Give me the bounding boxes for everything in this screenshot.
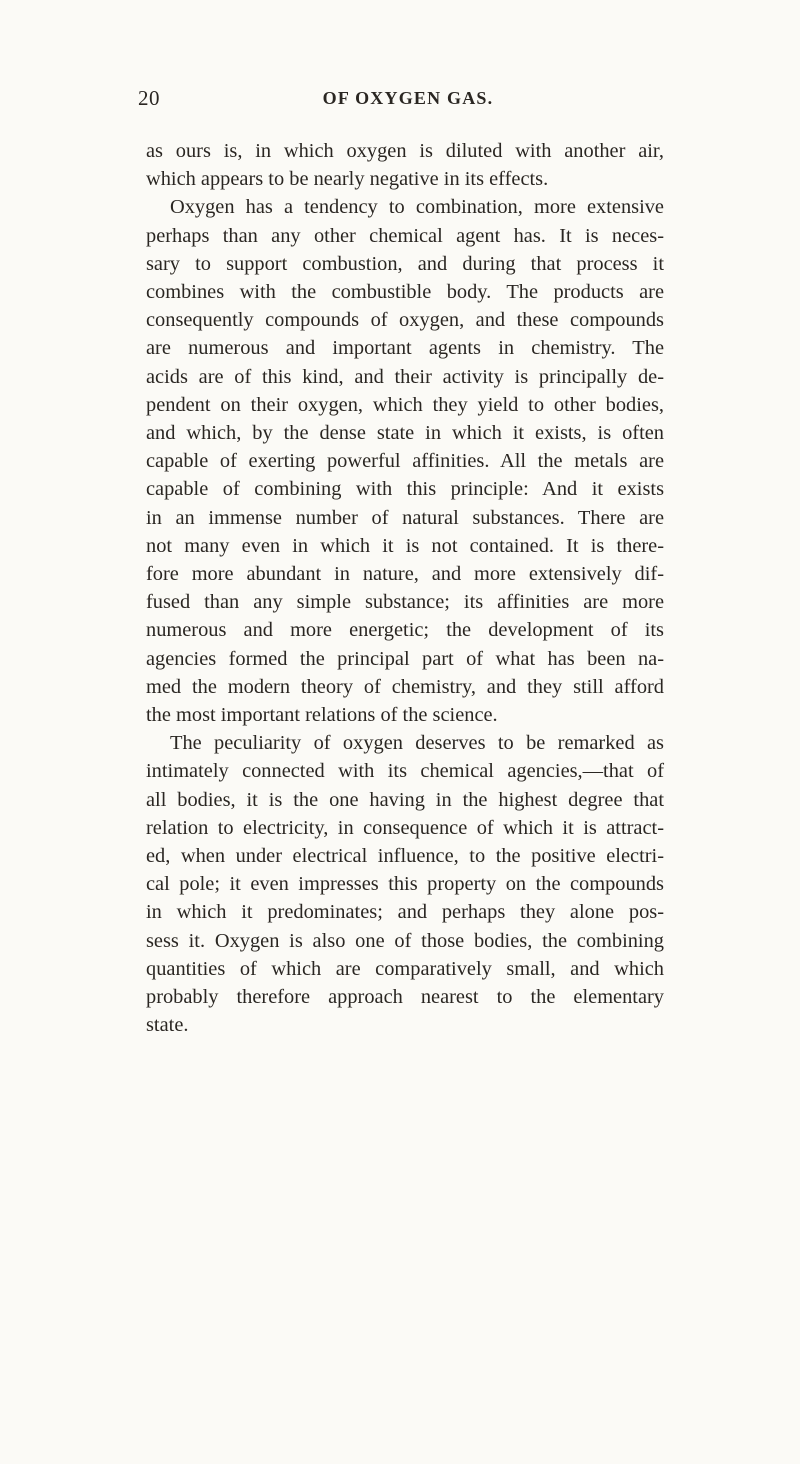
text-line: in which it predominates; and perhaps they alone pos-	[146, 901, 664, 924]
text-line: fore more abundant in nature, and more extensively dif-	[146, 563, 664, 586]
text-line: acids are of this kind, and their activity is principally de-	[146, 365, 664, 388]
text-line: perhaps than any other chemical agent has. It is neces-	[146, 224, 664, 247]
text-line: as ours is, in which oxygen is diluted with another air,	[146, 140, 664, 162]
text-line: Oxygen has a tendency to combination, more extensive	[170, 196, 664, 219]
text-line: pendent on their oxygen, which they yield to other bodies,	[146, 393, 664, 416]
text-line: all bodies, it is the one having in the highest degree that	[146, 788, 664, 811]
text-line: agencies formed the principal part of what has been na-	[146, 647, 664, 670]
text-line: sary to support combustion, and during that process it	[146, 252, 664, 275]
text-line: the most important relations of the science.	[146, 704, 498, 727]
text-line: numerous and more energetic; the development of its	[146, 619, 664, 642]
text-line: and which, by the dense state in which it exists, is often	[146, 422, 664, 445]
text-line: state.	[146, 1014, 189, 1037]
text-line: intimately connected with its chemical agencies,—that of	[146, 760, 664, 783]
text-line: ed, when under electrical influence, to the positive electri-	[146, 845, 664, 868]
paragraph	[146, 729, 664, 1039]
text-line: probably therefore approach nearest to the elementary	[146, 986, 664, 1009]
paragraph	[146, 193, 664, 729]
text-line: The peculiarity of oxygen deserves to be remarked as	[170, 732, 664, 755]
text-line: which appears to be nearly negative in its effects.	[146, 168, 549, 191]
text-line: are numerous and important agents in chemistry. The	[146, 337, 664, 360]
text-line: combines with the combustible body. The products are	[146, 281, 664, 304]
paragraph	[146, 137, 664, 193]
text-line: quantities of which are comparatively small, and which	[146, 957, 664, 980]
text-line: fused than any simple substance; its affinities are more	[146, 591, 664, 614]
text-line: cal pole; it even impresses this property on the compounds	[146, 873, 664, 896]
text-line: not many even in which it is not contained. It is there-	[146, 534, 664, 557]
running-head	[138, 86, 678, 116]
page-number: 20	[138, 86, 160, 110]
text-line: med the modern theory of chemistry, and they still afford	[146, 675, 664, 698]
text-line: sess it. Oxygen is also one of those bodies, the combining	[146, 929, 664, 952]
text-line: capable of combining with this principle: And it exists	[146, 478, 664, 501]
header-title: OF OXYGEN GAS.	[322, 88, 494, 108]
text-line: consequently compounds of oxygen, and these compounds	[146, 309, 664, 332]
text-line: in an immense number of natural substances. There are	[146, 506, 664, 529]
text-line: capable of exerting powerful affinities. All the metals are	[146, 450, 664, 473]
body-text	[146, 137, 664, 1040]
text-line: relation to electricity, in consequence of which it is attract-	[146, 816, 664, 839]
